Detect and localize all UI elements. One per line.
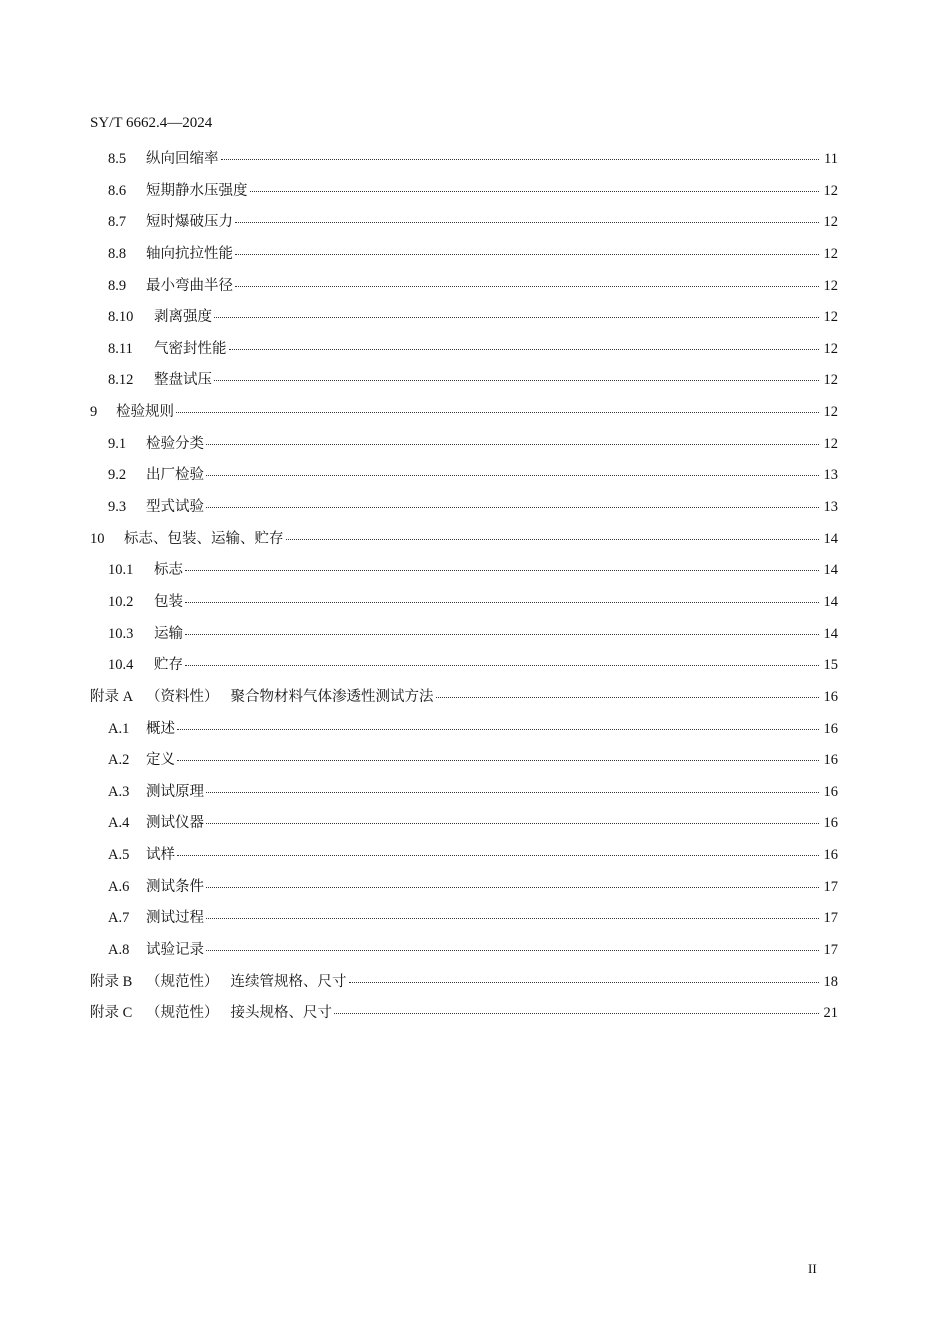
toc-entry[interactable] xyxy=(90,401,838,433)
toc-entry-page: 16 xyxy=(823,783,838,800)
toc-dot-leader xyxy=(177,729,819,730)
toc-entry[interactable] xyxy=(90,559,838,591)
toc-entry-number: 10.2 xyxy=(108,593,134,610)
toc-entry-page: 12 xyxy=(823,404,838,421)
toc-entry-page: 12 xyxy=(823,214,838,231)
toc-entry-title: 聚合物材料气体渗透性测试方法 xyxy=(230,688,434,705)
toc-entry[interactable] xyxy=(90,591,838,623)
toc-entry[interactable] xyxy=(90,306,838,338)
toc-entry-title: 出厂检验 xyxy=(146,467,204,484)
toc-entry[interactable] xyxy=(90,433,838,465)
toc-entry-number: 8.10 xyxy=(108,309,134,326)
document-header xyxy=(90,113,212,133)
toc-entry-appendix-type: （规范性） xyxy=(146,1005,219,1022)
toc-entry-title: 标志 xyxy=(154,562,183,579)
toc-entry-page: 12 xyxy=(823,277,838,294)
toc-entry[interactable] xyxy=(90,686,838,718)
toc-dot-leader xyxy=(185,570,819,571)
toc-entry[interactable] xyxy=(90,1002,838,1034)
page-footer xyxy=(808,1260,817,1278)
toc-entry-number: 8.6 xyxy=(108,182,127,199)
toc-dot-leader xyxy=(235,222,819,223)
toc-entry-title: 测试条件 xyxy=(146,878,204,895)
toc-entry-appendix-type: （规范性） xyxy=(146,973,219,990)
toc-entry-number: 9.1 xyxy=(108,435,127,452)
toc-entry[interactable] xyxy=(90,876,838,908)
toc-entry-page: 18 xyxy=(823,973,838,990)
toc-entry-title: 测试过程 xyxy=(146,910,204,927)
toc-entry-number: A.6 xyxy=(108,878,130,895)
toc-entry-number: 附录 B xyxy=(90,973,133,990)
toc-dot-leader xyxy=(235,286,819,287)
toc-dot-leader xyxy=(206,444,819,445)
toc-entry[interactable] xyxy=(90,781,838,813)
toc-dot-leader xyxy=(206,507,819,508)
toc-entry-page: 12 xyxy=(823,372,838,389)
toc-entry[interactable] xyxy=(90,844,838,876)
toc-dot-leader xyxy=(206,792,819,793)
toc-entry[interactable] xyxy=(90,749,838,781)
toc-entry-number: 8.8 xyxy=(108,245,127,262)
toc-entry-title: 试验记录 xyxy=(146,942,204,959)
toc-entry-number: A.3 xyxy=(108,783,130,800)
table-of-contents xyxy=(90,148,838,1034)
toc-entry-number: 10.3 xyxy=(108,625,134,642)
toc-dot-leader xyxy=(214,380,819,381)
toc-entry-page: 12 xyxy=(823,435,838,452)
toc-dot-leader xyxy=(286,539,820,540)
toc-entry-title: 气密封性能 xyxy=(154,340,227,357)
toc-entry-number: 8.5 xyxy=(108,151,127,167)
toc-entry[interactable] xyxy=(90,623,838,655)
toc-entry[interactable] xyxy=(90,971,838,1003)
toc-dot-leader xyxy=(185,665,819,666)
toc-entry-title: 连续管规格、尺寸 xyxy=(230,973,347,990)
toc-dot-leader xyxy=(250,191,820,192)
toc-entry-page: 16 xyxy=(823,720,838,737)
toc-entry-appendix-type: （资料性） xyxy=(146,688,219,705)
toc-dot-leader xyxy=(436,697,820,698)
toc-entry[interactable] xyxy=(90,907,838,939)
toc-entry-title: 检验规则 xyxy=(116,404,174,421)
toc-entry-title: 型式试验 xyxy=(146,499,204,516)
toc-entry-number: 8.12 xyxy=(108,372,134,389)
toc-entry-page: 16 xyxy=(823,847,838,864)
toc-entry[interactable] xyxy=(90,275,838,307)
toc-dot-leader xyxy=(206,887,819,888)
toc-entry-page: 17 xyxy=(823,878,838,895)
toc-entry-title: 测试仪器 xyxy=(146,815,204,832)
toc-entry-title: 整盘试压 xyxy=(154,372,212,389)
toc-entry-title: 最小弯曲半径 xyxy=(146,277,233,294)
toc-entry-number: A.1 xyxy=(108,720,130,737)
toc-entry-number: 8.9 xyxy=(108,277,127,294)
toc-dot-leader xyxy=(185,602,819,603)
toc-entry-number: 9.2 xyxy=(108,467,127,484)
toc-entry-title: 标志、包装、运输、贮存 xyxy=(124,530,284,547)
toc-entry-title: 测试原理 xyxy=(146,783,204,800)
toc-entry-page: 14 xyxy=(823,593,838,610)
toc-entry[interactable] xyxy=(90,464,838,496)
toc-entry-title: 检验分类 xyxy=(146,435,204,452)
toc-entry-number: 10.1 xyxy=(108,562,134,579)
toc-entry-page: 17 xyxy=(823,942,838,959)
toc-entry-number: 8.7 xyxy=(108,214,127,231)
toc-dot-leader xyxy=(185,634,819,635)
toc-entry[interactable] xyxy=(90,148,838,180)
toc-entry[interactable] xyxy=(90,654,838,686)
toc-dot-leader xyxy=(177,855,819,856)
standard-number: SY/T 6662.4—2024 xyxy=(90,115,213,131)
toc-entry-page: 13 xyxy=(823,467,838,484)
toc-entry[interactable] xyxy=(90,939,838,971)
toc-entry-title: 包装 xyxy=(154,593,183,610)
toc-entry[interactable] xyxy=(90,338,838,370)
toc-entry-number: 9 xyxy=(90,404,98,421)
toc-entry-page: 14 xyxy=(823,562,838,579)
toc-entry-page: 14 xyxy=(823,625,838,642)
toc-entry-page: 12 xyxy=(823,309,838,326)
toc-entry-page: 15 xyxy=(823,657,838,674)
toc-entry-number: A.2 xyxy=(108,752,130,769)
toc-entry-number: A.7 xyxy=(108,910,130,927)
toc-entry-title: 定义 xyxy=(146,752,175,769)
toc-entry[interactable] xyxy=(90,211,838,243)
toc-dot-leader xyxy=(206,950,819,951)
toc-entry-page: 11 xyxy=(824,151,838,167)
toc-entry-number: 10.4 xyxy=(108,657,134,674)
toc-dot-leader xyxy=(221,159,820,160)
toc-entry-title: 短时爆破压力 xyxy=(146,214,233,231)
toc-dot-leader xyxy=(229,349,820,350)
toc-entry-number: 8.11 xyxy=(108,340,133,357)
toc-entry-title: 接头规格、尺寸 xyxy=(230,1005,332,1022)
toc-entry-page: 17 xyxy=(823,910,838,927)
toc-entry-page: 21 xyxy=(823,1005,838,1022)
toc-entry-page: 16 xyxy=(823,688,838,705)
toc-entry-page: 12 xyxy=(823,182,838,199)
toc-entry-number: 附录 C xyxy=(90,1005,133,1022)
toc-entry[interactable] xyxy=(90,369,838,401)
toc-entry[interactable] xyxy=(90,496,838,528)
toc-entry-title: 纵向回缩率 xyxy=(146,151,219,167)
toc-entry-page: 13 xyxy=(823,499,838,516)
toc-entry[interactable] xyxy=(90,812,838,844)
toc-dot-leader xyxy=(349,982,820,983)
toc-entry-number: A.8 xyxy=(108,942,130,959)
toc-entry-title: 试样 xyxy=(146,847,175,864)
toc-entry[interactable] xyxy=(90,180,838,212)
toc-entry-page: 14 xyxy=(823,530,838,547)
toc-entry-title: 运输 xyxy=(154,625,183,642)
toc-dot-leader xyxy=(176,412,819,413)
toc-entry[interactable] xyxy=(90,243,838,275)
toc-entry-title: 剥离强度 xyxy=(154,309,212,326)
toc-entry-page: 16 xyxy=(823,752,838,769)
toc-dot-leader xyxy=(206,475,819,476)
toc-entry-number: 9.3 xyxy=(108,499,127,516)
toc-dot-leader xyxy=(334,1013,819,1014)
toc-dot-leader xyxy=(206,823,819,824)
toc-entry-title: 短期静水压强度 xyxy=(146,182,248,199)
toc-dot-leader xyxy=(235,254,819,255)
toc-entry-number: A.4 xyxy=(108,815,130,832)
toc-entry-title: 贮存 xyxy=(154,657,183,674)
toc-entry[interactable] xyxy=(90,528,838,560)
toc-dot-leader xyxy=(206,918,819,919)
toc-entry-title: 轴向抗拉性能 xyxy=(146,245,233,262)
toc-entry-page: 12 xyxy=(823,340,838,357)
toc-entry-number: 10 xyxy=(90,530,105,547)
toc-entry-page: 12 xyxy=(823,245,838,262)
toc-entry[interactable] xyxy=(90,718,838,750)
toc-entry-number: 附录 A xyxy=(90,688,134,705)
toc-entry-page: 16 xyxy=(823,815,838,832)
toc-dot-leader xyxy=(177,760,819,761)
page-number: II xyxy=(808,1261,817,1276)
toc-entry-number: A.5 xyxy=(108,847,130,864)
toc-entry-title: 概述 xyxy=(146,720,175,737)
toc-dot-leader xyxy=(214,317,819,318)
